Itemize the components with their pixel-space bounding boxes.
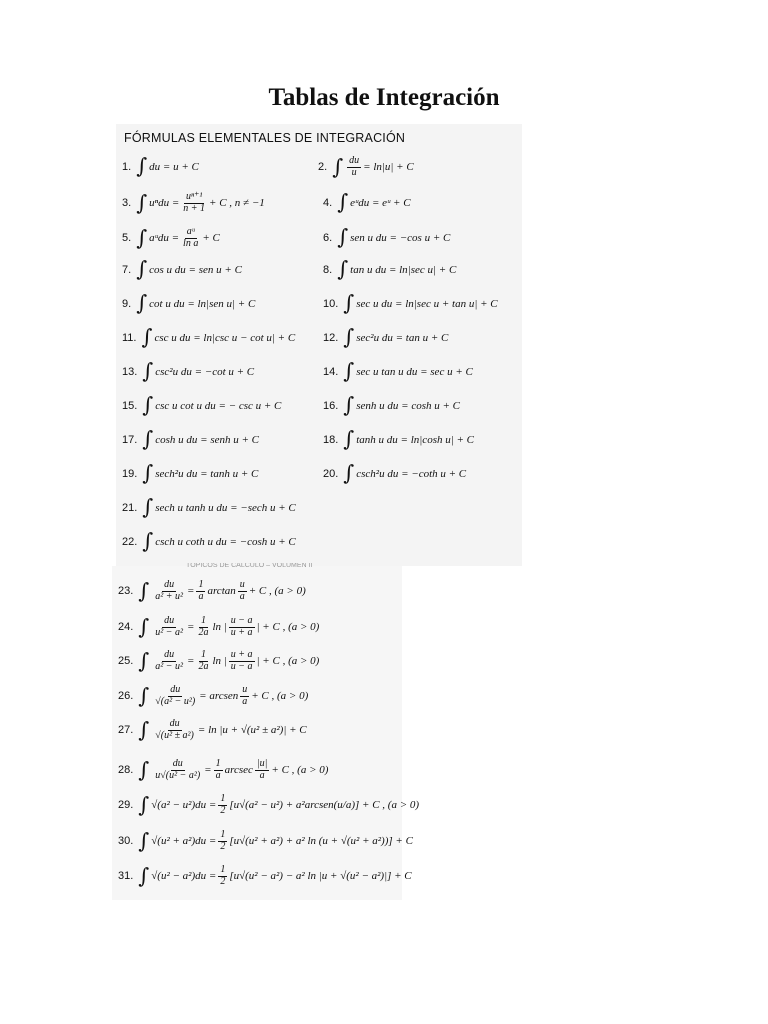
formula-25: [118, 650, 319, 672]
formula-number: 18.: [323, 433, 339, 446]
formula-18: [323, 429, 474, 450]
formula-result: cosh u du = senh u + C: [155, 433, 260, 446]
fraction-numerator: 1: [220, 793, 226, 804]
formula-number: 2.: [318, 161, 328, 173]
formula-14: [323, 361, 473, 382]
formula-24: [118, 616, 319, 638]
formula-expression: [155, 366, 254, 378]
formula-number: 28.: [118, 764, 134, 776]
formula-result: = ln |u + √(u² ± a²)| + C: [197, 724, 307, 736]
fraction-numerator: du: [170, 684, 181, 695]
fraction-numerator: 1: [220, 864, 226, 875]
integral-sign: ∫: [138, 578, 150, 603]
formula-result: sec u du = ln|sec u + tan u| + C: [356, 297, 498, 310]
fraction-numerator: du: [164, 649, 175, 660]
formula-number: 25.: [118, 655, 134, 667]
formula-expression: [356, 468, 466, 480]
fraction-denominator: 2: [220, 804, 226, 816]
fraction-2: [214, 759, 223, 781]
formula-expression: [356, 434, 474, 446]
section-subtitle: FÓRMULAS ELEMENTALES DE INTEGRACIÓN: [124, 131, 406, 145]
fraction-3: [255, 759, 270, 781]
formula-number: 1.: [122, 160, 132, 173]
formula-result: sec²u du = tan u + C: [356, 331, 449, 344]
formula-result: [u√(a² − u²) + a²arcsen(u/a)] + C , (a > 0): [229, 799, 420, 811]
formula-result: + C , (a > 0): [271, 764, 329, 776]
integral-sign: ∫: [136, 257, 148, 281]
fraction-numerator: 1: [220, 829, 226, 840]
integral-sign: ∫: [138, 683, 150, 708]
formula-middle-2: ln |: [212, 655, 227, 667]
formula-number: 13.: [122, 365, 138, 378]
formula-2: [318, 156, 414, 178]
fraction-3-denominator: a: [259, 769, 265, 781]
integral-sign: ∫: [141, 325, 153, 349]
formula-result: + C , n ≠ −1: [209, 197, 265, 209]
fraction: [153, 759, 202, 781]
formula-number: 14.: [323, 365, 339, 378]
fraction: [181, 192, 207, 214]
formula-4: [323, 192, 411, 213]
formula-number: 21.: [122, 501, 138, 514]
fraction: [181, 227, 200, 249]
formula-result: sec u tan u du = sec u + C: [356, 365, 473, 378]
integral-sign: ∫: [142, 427, 154, 451]
integral-sign: ∫: [138, 648, 150, 673]
formula-expression: [155, 434, 259, 446]
fraction-2: [240, 685, 249, 707]
fraction: [218, 830, 227, 852]
integral-sign: ∫: [343, 393, 355, 417]
page-title: Tablas de Integración: [268, 84, 500, 111]
formula-29: [118, 794, 419, 816]
formula-expression: [151, 794, 419, 816]
fraction: [153, 650, 185, 672]
formula-number: 29.: [118, 799, 134, 811]
formula-result: = ln|u| + C: [363, 161, 414, 173]
integral-sign: ∫: [138, 792, 150, 817]
formula-expression: [154, 332, 295, 344]
fraction-numerator: du: [349, 155, 360, 166]
formula-expression: [149, 264, 242, 276]
fraction-3-numerator: u + a: [230, 649, 253, 660]
formula-middle: =: [187, 655, 195, 667]
formula-result: csch²u du = −coth u + C: [356, 467, 467, 480]
integral-sign: ∫: [136, 225, 148, 250]
fraction-2-denominator: 2a: [198, 660, 209, 672]
fraction-numerator: du: [164, 579, 175, 590]
integral-sign: ∫: [136, 190, 148, 215]
formula-27: [118, 719, 307, 741]
integral-sign: ∫: [138, 614, 150, 639]
fraction-2: [196, 650, 210, 672]
formula-expression: [151, 580, 306, 602]
formula-result: csch u coth u du = −cosh u + C: [155, 535, 296, 548]
fraction-2-numerator: 1: [198, 579, 204, 590]
fraction-numerator: uⁿ⁺¹: [185, 191, 203, 202]
formula-11: [122, 327, 295, 348]
formula-result: senh u du = cosh u + C: [356, 399, 461, 412]
fraction-2-denominator: 2a: [198, 626, 209, 638]
formula-22: [122, 531, 296, 552]
fraction: [153, 685, 197, 707]
formula-result: [u√(u² + a²) + a² ln (u + √(u² + a²))] + C: [229, 835, 413, 847]
formula-number: 6.: [323, 231, 333, 244]
formula-result: + C , (a > 0): [251, 690, 309, 702]
formula-expression: [151, 759, 328, 781]
fraction: [218, 865, 227, 887]
formula-expression: [155, 400, 281, 412]
formula-28: [118, 759, 328, 781]
fraction-2-numerator: 1: [200, 615, 206, 626]
formula-prefix: √(u² − a²)du =: [151, 870, 217, 882]
fraction-3-numerator: u: [239, 579, 245, 590]
formula-number: 30.: [118, 835, 134, 847]
integral-sign: ∫: [142, 359, 154, 383]
formula-16: [323, 395, 460, 416]
integral-sign: ∫: [337, 190, 349, 214]
fraction-3: [229, 650, 255, 672]
formula-number: 27.: [118, 724, 134, 736]
formula-6: [323, 227, 450, 248]
integral-sign: ∫: [343, 427, 355, 451]
integral-sign: ∫: [136, 291, 148, 315]
formula-number: 31.: [118, 870, 134, 882]
integral-sign: ∫: [136, 154, 148, 178]
integral-sign: ∫: [142, 393, 154, 417]
formula-result: csc u cot u du = − csc u + C: [155, 399, 282, 412]
formula-number: 15.: [122, 399, 138, 412]
formula-result: csc²u du = −cot u + C: [155, 365, 255, 378]
fraction: [153, 719, 196, 741]
formula-expression: [151, 616, 319, 638]
fraction-denominator: n + 1: [183, 202, 206, 214]
formula-expression: [149, 161, 199, 173]
formula-number: 5.: [122, 232, 132, 244]
formula-number: 7.: [122, 263, 132, 276]
formula-number: 8.: [323, 263, 333, 276]
fraction-3-denominator: u − a: [230, 660, 253, 672]
fraction-3-denominator: u + a: [230, 626, 253, 638]
formula-expression: [151, 830, 413, 852]
formula-result: tan u du = ln|sec u| + C: [350, 263, 457, 276]
formula-result: cos u du = sen u + C: [149, 263, 242, 276]
fraction-2-numerator: u: [242, 684, 248, 695]
formula-number: 3.: [122, 197, 132, 209]
formula-result: + C: [202, 232, 220, 244]
formula-expression: [155, 536, 296, 548]
formula-number: 10.: [323, 297, 339, 310]
formula-17: [122, 429, 259, 450]
fraction-denominator: 2: [220, 875, 226, 887]
formula-10: [323, 293, 498, 314]
formula-middle: =: [187, 621, 195, 633]
faint-page-header: TÓPICOS DE CÁLCULO – VOLUMEN II: [186, 563, 313, 569]
formula-19: [122, 463, 258, 484]
formula-20: [323, 463, 466, 484]
formula-expression: [151, 865, 411, 887]
fraction-denominator: a² + u²: [155, 590, 183, 602]
formula-result: du = u + C: [149, 160, 199, 173]
formula-number: 23.: [118, 585, 134, 597]
formula-expression: [149, 298, 255, 310]
formula-prefix: uⁿdu =: [149, 197, 180, 209]
formula-31: [118, 865, 412, 887]
formula-middle: = arcsen: [199, 690, 239, 702]
fraction-denominator: 2: [220, 840, 226, 852]
formula-number: 24.: [118, 621, 134, 633]
formula-expression: [350, 232, 450, 244]
formula-result: csc u du = ln|csc u − cot u| + C: [154, 331, 296, 344]
formula-result: eᵘdu = eᵘ + C: [350, 196, 411, 209]
formula-result: [u√(u² − a²) − a² ln |u + √(u² − a²)|] + C: [229, 870, 412, 882]
formula-12: [323, 327, 448, 348]
fraction-denominator: √(a² − u²): [155, 695, 196, 707]
integral-sign: ∫: [343, 359, 355, 383]
formula-23: [118, 580, 306, 602]
formula-expression: [155, 502, 296, 514]
formula-expression: [356, 298, 497, 310]
integral-sign: ∫: [343, 291, 355, 315]
formula-expression: [356, 400, 460, 412]
integral-sign: ∫: [138, 828, 150, 853]
formula-30: [118, 830, 413, 852]
formula-result: | + C , (a > 0): [256, 655, 320, 667]
formula-middle: =: [187, 585, 195, 597]
fraction: [218, 794, 227, 816]
formula-prefix: √(u² + a²)du =: [151, 835, 217, 847]
formula-result: tanh u du = ln|cosh u| + C: [356, 433, 475, 446]
formula-expression: [149, 227, 220, 249]
formula-3: [122, 192, 265, 214]
fraction-denominator: ln a: [183, 237, 199, 249]
formula-number: 19.: [122, 467, 138, 480]
formula-13: [122, 361, 254, 382]
fraction-denominator: a² − u²: [155, 660, 183, 672]
formula-number: 17.: [122, 433, 138, 446]
fraction-2-denominator: a: [198, 590, 204, 602]
fraction-2: [196, 616, 210, 638]
formula-7: [122, 259, 242, 280]
fraction-3: [229, 616, 255, 638]
formula-expression: [350, 264, 456, 276]
formula-number: 9.: [122, 297, 132, 310]
formula-middle: =: [204, 764, 212, 776]
formula-result: | + C , (a > 0): [256, 621, 320, 633]
fraction-2-denominator: a: [242, 695, 248, 707]
formula-1: [122, 156, 199, 177]
fraction-numerator: du: [172, 758, 183, 769]
integral-sign: ∫: [337, 257, 349, 281]
formula-number: 4.: [323, 196, 333, 209]
fraction-2-denominator: a: [215, 769, 221, 781]
formula-result: sech u tanh u du = −sech u + C: [155, 501, 296, 514]
formula-number: 16.: [323, 399, 339, 412]
formula-expression: [345, 156, 414, 178]
formula-number: 20.: [323, 467, 339, 480]
fraction-numerator: du: [169, 718, 180, 729]
integral-sign: ∫: [142, 495, 154, 519]
formula-number: 12.: [323, 331, 339, 344]
integral-sign: ∫: [138, 863, 150, 888]
integral-sign: ∫: [343, 325, 355, 349]
fraction: [347, 156, 361, 178]
formula-expression: [151, 719, 306, 741]
formula-expression: [151, 685, 308, 707]
formula-expression: [149, 192, 265, 214]
fraction-numerator: aᵘ: [186, 226, 195, 237]
formula-prefix: √(a² − u²)du =: [151, 799, 217, 811]
integral-sign: ∫: [343, 461, 355, 485]
integral-sign: ∫: [138, 757, 150, 782]
formula-21: [122, 497, 296, 518]
formula-expression: [155, 468, 258, 480]
formula-expression: [356, 332, 448, 344]
fraction-denominator: √(u² ± a²): [155, 729, 194, 741]
fraction-denominator: u² − a²: [155, 626, 183, 638]
integral-sign: ∫: [332, 154, 344, 179]
fraction-denominator: u: [351, 166, 357, 178]
formula-number: 26.: [118, 690, 134, 702]
formula-8: [323, 259, 456, 280]
fraction-numerator: du: [164, 615, 175, 626]
integral-sign: ∫: [337, 225, 349, 249]
formula-middle-2: arctan: [207, 585, 236, 597]
fraction-2: [196, 580, 205, 602]
formula-number: 11.: [122, 331, 137, 344]
fraction: [153, 616, 185, 638]
formula-15: [122, 395, 281, 416]
formula-middle-2: arcsec: [224, 764, 253, 776]
formula-expression: [356, 366, 473, 378]
formula-9: [122, 293, 255, 314]
formula-result: cot u du = ln|sen u| + C: [149, 297, 256, 310]
formula-result: sen u du = −cos u + C: [350, 231, 451, 244]
fraction-denominator: u√(u² − a²): [155, 769, 201, 781]
fraction-3-numerator: |u|: [256, 758, 268, 769]
fraction-3: [238, 580, 247, 602]
formula-expression: [151, 650, 319, 672]
integral-sign: ∫: [142, 461, 154, 485]
integral-sign: ∫: [142, 529, 154, 553]
formula-expression: [350, 197, 410, 209]
formula-result: sech²u du = tanh u + C: [155, 467, 259, 480]
formula-number: 22.: [122, 535, 138, 548]
fraction-2-numerator: 1: [200, 649, 206, 660]
formula-5: [122, 227, 220, 249]
integral-sign: ∫: [138, 717, 150, 742]
formula-middle-2: ln |: [212, 621, 227, 633]
fraction-3-numerator: u − a: [230, 615, 253, 626]
fraction-3-denominator: a: [239, 590, 245, 602]
fraction-2-numerator: 1: [215, 758, 221, 769]
formula-26: [118, 685, 308, 707]
fraction: [153, 580, 185, 602]
formula-prefix: aᵘdu =: [149, 232, 180, 244]
formula-result: + C , (a > 0): [248, 585, 306, 597]
